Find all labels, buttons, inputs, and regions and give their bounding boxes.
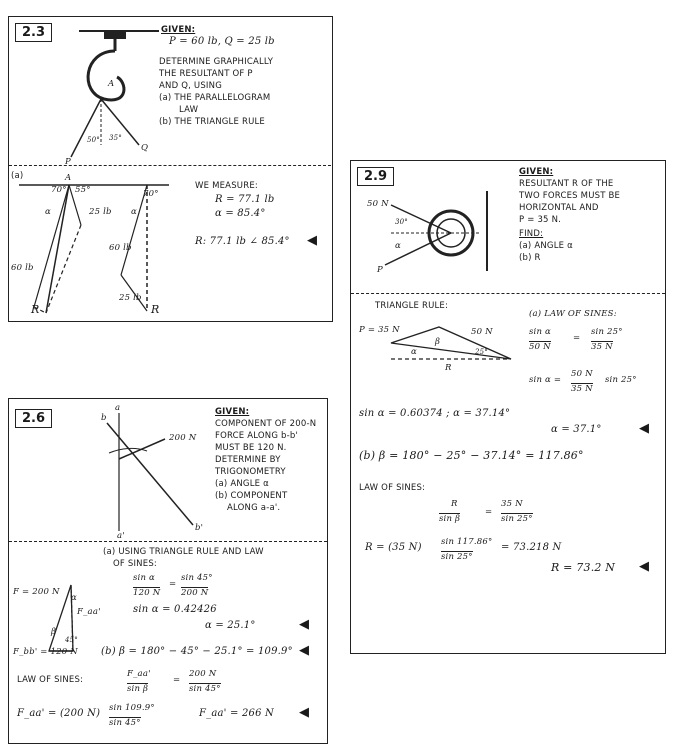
frac2-den: 35 N — [591, 342, 613, 352]
final-left: F_aa' = (200 N) — [17, 708, 101, 719]
triangle-rule: TRIANGLE RULE: — [375, 301, 449, 311]
frac3-den: sin β — [439, 514, 461, 524]
eq-2: α = 37.1° — [551, 424, 602, 435]
fig-label-60lb: 60 lb — [11, 263, 34, 273]
fig-label-bp: b' — [195, 523, 204, 533]
task-line-6: (b) THE TRIANGLE RULE — [159, 117, 265, 127]
fig-label-55: 55° — [75, 185, 91, 195]
frac1-den: 120 N — [133, 588, 161, 598]
problem-number: 2.9 — [357, 167, 394, 186]
eq-sin-left: sin α = — [529, 375, 562, 385]
given-line-3: HORIZONTAL AND — [519, 203, 599, 213]
section-divider — [9, 541, 327, 542]
given-line-5: TRIGONOMETRY — [215, 467, 286, 477]
answer-marker-b: ◀ — [639, 559, 649, 574]
eq-1: sin α = 0.60374 ; α = 37.14° — [359, 408, 511, 419]
frac4-num: 200 N — [189, 669, 217, 679]
given-header: GIVEN: — [215, 407, 250, 417]
final-frac-den: sin 45° — [109, 718, 141, 728]
given-line-1: RESULTANT R OF THE — [519, 179, 614, 189]
frac4-den: sin 25° — [501, 514, 533, 524]
final-tail: = 73.218 N — [501, 542, 562, 553]
fig-label-force: 200 N — [169, 433, 197, 443]
problem-2-3-panel — [8, 16, 333, 322]
answer-marker: ◀ — [307, 233, 317, 248]
given-line-4: P = 35 N. — [519, 215, 562, 225]
tri-label-R: R — [445, 363, 452, 373]
tri-label-alpha: α — [411, 347, 417, 357]
fig-label-P: P — [377, 265, 383, 275]
final-answer: R = 73.2 N — [551, 561, 616, 574]
measure-alpha: α = 85.4° — [215, 208, 266, 219]
equals-3: = — [485, 507, 493, 517]
frac1-num: sin α — [133, 573, 155, 583]
tri-label-P: P = 35 N — [359, 325, 400, 335]
given-line-3: MUST BE 120 N. — [215, 443, 287, 453]
frac1-den: 50 N — [529, 342, 551, 352]
given-header: GIVEN: — [161, 25, 196, 35]
given-line-2: TWO FORCES MUST BE — [519, 191, 621, 201]
part-a-line-1: (a) USING TRIANGLE RULE AND LAW — [103, 547, 264, 557]
fig-label-70b: 70° — [143, 189, 159, 199]
problem-2-6-panel — [8, 398, 328, 744]
given-line-4: DETERMINE BY — [215, 455, 281, 465]
fig-label-alpha2: α — [131, 207, 137, 217]
task-line-2: THE RESULTANT OF P — [159, 69, 253, 79]
fig-label-alpha: α — [45, 207, 51, 217]
fig-label-alpha: α — [395, 241, 401, 251]
fig-label-R: R — [31, 303, 40, 316]
find-item-2: (b) R — [519, 253, 541, 263]
tri-label-Faa: F_aa' — [77, 607, 101, 617]
law-of-sines: LAW OF SINES: — [17, 675, 84, 685]
given-header: GIVEN: — [519, 167, 554, 177]
measure-R: R = 77.1 lb — [215, 194, 275, 205]
eq-sin-tail: sin 25° — [605, 375, 637, 385]
tri-label-25: 25° — [475, 348, 489, 356]
final-right: F_aa' = 266 N — [199, 708, 274, 719]
tri-label-50N: 50 N — [471, 327, 493, 337]
equals-1: = — [169, 579, 177, 589]
fig-label-ap: a' — [117, 531, 125, 541]
problem-2-9-panel — [350, 160, 666, 654]
task-line-4: (a) THE PARALLELOGRAM — [159, 93, 271, 103]
tri-label-beta: β — [51, 627, 57, 637]
law-a: (a) LAW OF SINES: — [529, 309, 617, 319]
part-b: (b) β = 180° − 45° − 25.1° = 109.9° — [101, 646, 293, 657]
result-text: R: 77.1 lb ∠ 85.4° — [195, 236, 290, 247]
answer-marker-a: ◀ — [639, 421, 649, 436]
find-header: FIND: — [519, 229, 544, 239]
fig-label-70: 70° — [51, 185, 67, 195]
tri-label-beta: β — [435, 337, 441, 347]
equals-1: = — [573, 333, 581, 343]
fig-label-R2: R — [151, 303, 160, 316]
eq-alpha: α = 25.1° — [205, 620, 256, 631]
final-frac-num: sin 117.86° — [441, 537, 493, 547]
frac1-num: sin α — [529, 327, 551, 337]
fig-label-a: a — [115, 403, 121, 413]
part-a-label: (a) — [11, 171, 24, 181]
fig-label-b: b — [101, 413, 107, 423]
part-b: (b) β = 180° − 25° − 37.14° = 117.86° — [359, 449, 584, 462]
section-divider — [9, 165, 331, 166]
frac2-num: sin 25° — [591, 327, 623, 337]
fig-label-25lb-b: 25 lb — [119, 293, 142, 303]
frac4-num: 35 N — [501, 499, 523, 509]
tri-label-Fbb: F_bb' = 120 N — [13, 647, 78, 657]
final-left: R = (35 N) — [365, 542, 422, 553]
final-frac-num: sin 109.9° — [109, 703, 155, 713]
equals-3: = — [173, 675, 181, 685]
find-item-1: (a) ANGLE α — [519, 241, 573, 251]
task-line-1: DETERMINE GRAPHICALLY — [159, 57, 274, 67]
fig-label-50N: 50 N — [367, 199, 389, 209]
problem-number: 2.3 — [15, 23, 52, 42]
given-line-8: ALONG a-a'. — [227, 503, 281, 513]
task-line-5: LAW — [179, 105, 199, 115]
tri-label-45: 45° — [65, 636, 79, 644]
tri-label-alpha: α — [71, 593, 77, 603]
task-line-3: AND Q, USING — [159, 81, 222, 91]
measure-header: WE MEASURE: — [195, 181, 258, 191]
law-of-sines: LAW OF SINES: — [359, 483, 426, 493]
section-divider — [351, 293, 665, 294]
frac2-num: sin 45° — [181, 573, 213, 583]
given-line-1: COMPONENT OF 200-N — [215, 419, 317, 429]
frac2-den: 200 N — [181, 588, 209, 598]
eq-sin: sin α = 0.42426 — [133, 604, 217, 615]
fig-label-25lb: 25 lb — [89, 207, 112, 217]
fig-label-60lb-b: 60 lb — [109, 243, 132, 253]
given-line-2: FORCE ALONG b-b' — [215, 431, 299, 441]
label-q: Q — [141, 143, 149, 153]
final-frac-den: sin 25° — [441, 552, 473, 562]
answer-marker-a: ◀ — [299, 617, 309, 632]
label-A: A — [108, 79, 115, 89]
label-ang35: 35° — [109, 134, 123, 142]
part-a-line-2: OF SINES: — [113, 559, 157, 569]
label-p: P — [65, 157, 71, 167]
frac3-num: R — [451, 499, 458, 509]
eq-sin-den: 35 N — [571, 384, 593, 394]
problem-number: 2.6 — [15, 409, 52, 428]
given-values: P = 60 lb, Q = 25 lb — [169, 36, 275, 47]
frac3-den: sin β — [127, 684, 149, 694]
fig-label-30: 30° — [395, 218, 409, 226]
given-line-6: (a) ANGLE α — [215, 479, 269, 489]
frac3-num: F_aa' — [127, 669, 151, 679]
answer-marker-c: ◀ — [299, 705, 309, 720]
frac4-den: sin 45° — [189, 684, 221, 694]
fig-label-A2: A — [65, 173, 72, 183]
given-line-7: (b) COMPONENT — [215, 491, 288, 501]
tri-label-F: F = 200 N — [13, 587, 60, 597]
eq-sin-num: 50 N — [571, 369, 593, 379]
answer-marker-b: ◀ — [299, 643, 309, 658]
label-ang50: 50° — [87, 136, 101, 144]
